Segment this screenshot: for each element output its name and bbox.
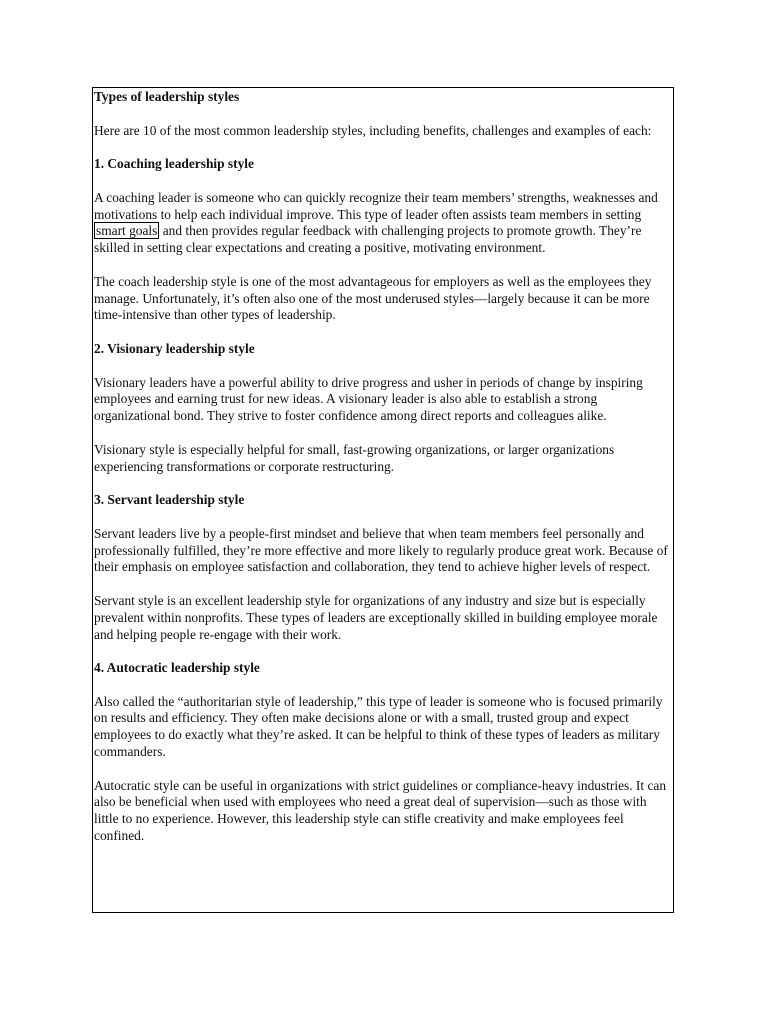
section-heading-coaching: 1. Coaching leadership style	[94, 156, 254, 172]
autocratic-paragraph-2: Autocratic style can be useful in organizations with strict guidelines or compliance-heavy industries. It can also be beneficial when used with employees who need a great deal of supervision—such as those with little to no experience. However, this leadership style can stifle creativity and make employees feel confined.	[94, 777, 667, 844]
document-title: Types of leadership styles	[94, 89, 240, 104]
servant-paragraph-2: Servant style is an excellent leadership style for organizations of any industry and size but is especially prevalent within nonprofits. These types of leaders are exceptionally skilled in building employee morale and helping people re-engage with their work.	[94, 592, 658, 642]
coaching-paragraph-1	[94, 190, 672, 257]
section-heading-visionary: 2. Visionary leadership style	[94, 340, 255, 356]
visionary-paragraph-1: Visionary leaders have a powerful ability to drive progress and usher in periods of change by inspiring employees and earning trust for new ideas. A visionary leader is also able to establish a strong organizational bond. They strive to foster confidence among direct reports and colleagues alike.	[94, 374, 643, 424]
intro-paragraph: Here are 10 of the most common leadership styles, including benefits, challenges and examples of each:	[94, 122, 652, 138]
autocratic-paragraph-1: Also called the “authoritarian style of leadership,” this type of leader is someone who is focused primarily on results and efficiency. They often make decisions alone or with a small, trusted group and expect employees to do exactly what they’re asked. It can be helpful to think of these types of leaders as military commanders.	[94, 693, 663, 760]
visionary-paragraph-2: Visionary style is especially helpful for small, fast-growing organizations, or larger organizations experiencing transformations or corporate restructuring.	[94, 441, 615, 474]
servant-paragraph-1: Servant leaders live by a people-first mindset and believe that when team members feel personally and professionally fulfilled, they’re more effective and more likely to regularly produce great work. Because of their emphasis on employee satisfaction and collaboration, they tend to achieve higher levels of respect.	[94, 525, 668, 575]
smart-goals-link[interactable]: smart goals	[96, 223, 158, 239]
section-heading-servant: 3. Servant leadership style	[94, 492, 245, 508]
section-heading-autocratic: 4. Autocratic leadership style	[94, 660, 260, 676]
document-page	[92, 87, 674, 913]
coaching-paragraph-2: The coach leadership style is one of the most advantageous for employers as well as the employees they manage. Unfortunately, it’s often also one of the most underused styles—largely because it can be more time-intensive than other types of leadership.	[94, 273, 652, 323]
coaching-text-after-link: and then provides regular feedback with challenging projects to promote growth. They’re skilled in setting clear expectations and creating a positive, motivating environment.	[94, 223, 642, 256]
coaching-text-before-link: A coaching leader is someone who can quickly recognize their team members’ strengths, weaknesses and motivations to help each individual improve. This type of leader often assists team members in setting	[94, 189, 658, 222]
